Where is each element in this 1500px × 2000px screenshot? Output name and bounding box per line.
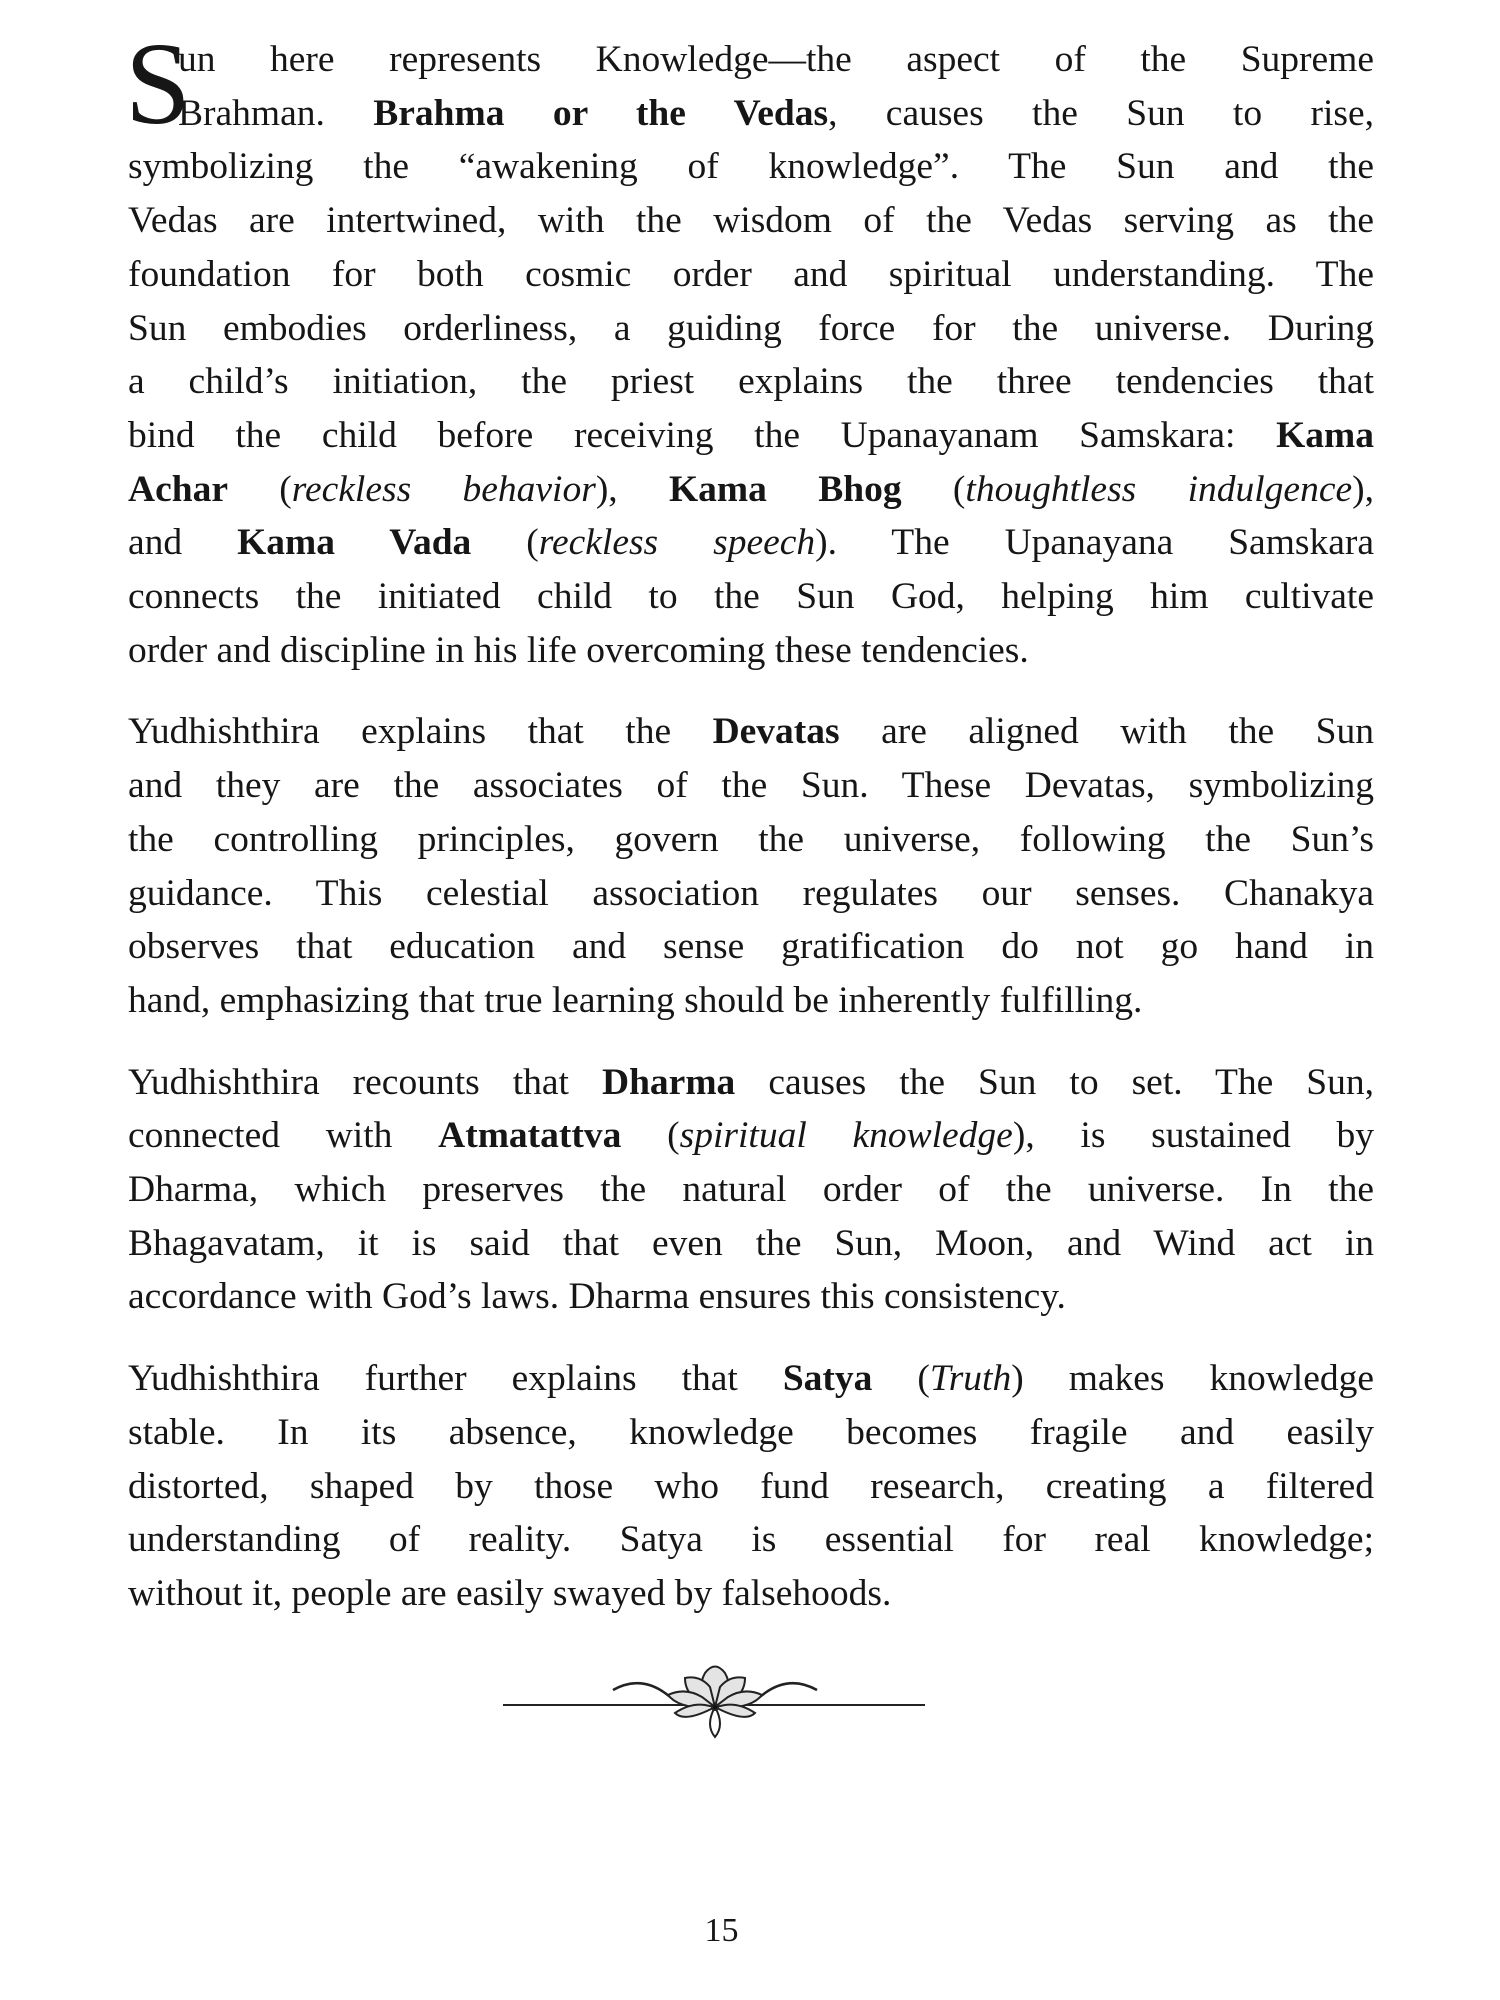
text-line bbox=[128, 194, 1374, 248]
text-line bbox=[128, 302, 1374, 356]
text-run: hand, emphasizing that true learning should be inherently fulfilling. bbox=[128, 979, 1143, 1021]
italic-gloss: reckless speech bbox=[538, 522, 816, 564]
text-run: ( bbox=[227, 468, 292, 510]
bold-term: Atmatattva bbox=[438, 1115, 622, 1157]
text-line bbox=[128, 1406, 1374, 1460]
text-run: ), is sustained by bbox=[1012, 1115, 1374, 1157]
text-run: ) makes knowledge bbox=[1011, 1358, 1375, 1400]
text-line bbox=[128, 1270, 1374, 1324]
text-line bbox=[128, 87, 1374, 141]
paragraph bbox=[128, 705, 1374, 1027]
text-run: Dharma, which preserves the natural order of the universe. In the bbox=[128, 1169, 1374, 1211]
text-run: order and discipline in his life overcoming these tendencies. bbox=[128, 629, 1029, 671]
text-run: stable. In its absence, knowledge becomes fragile and easily bbox=[128, 1411, 1374, 1453]
text-run: ), bbox=[1352, 468, 1374, 510]
text-run: , causes the Sun to rise, bbox=[828, 92, 1374, 134]
text-run: ( bbox=[872, 1358, 930, 1400]
lotus-divider-icon bbox=[490, 1655, 940, 1745]
text-line bbox=[128, 1352, 1374, 1406]
bold-term: Devatas bbox=[712, 711, 840, 753]
text-line bbox=[128, 1109, 1374, 1163]
bold-term: Dharma bbox=[601, 1061, 736, 1103]
text-run: Vedas are intertwined, with the wisdom of the Vedas serving as the bbox=[128, 200, 1374, 242]
text-run: distorted, shaped by those who fund research, creating a filtered bbox=[128, 1465, 1374, 1507]
text-line bbox=[128, 1056, 1374, 1110]
paragraph bbox=[128, 1352, 1374, 1621]
text-run: understanding of reality. Satya is essential for real knowledge; bbox=[128, 1519, 1374, 1561]
bold-term: Kama Vada bbox=[237, 522, 472, 564]
text-line bbox=[128, 355, 1374, 409]
text-line bbox=[128, 248, 1374, 302]
text-line bbox=[128, 1217, 1374, 1271]
text-line bbox=[128, 920, 1374, 974]
italic-gloss: thoughtless indulgence bbox=[965, 468, 1353, 510]
text-run: ), bbox=[595, 468, 669, 510]
text-run: connects the initiated child to the Sun God, helping him cultivate bbox=[128, 576, 1374, 618]
text-line bbox=[128, 974, 1374, 1028]
text-run: Yudhishthira explains that the bbox=[128, 711, 713, 753]
text-run: ( bbox=[471, 522, 539, 564]
paragraph bbox=[128, 1056, 1374, 1325]
bold-term: Kama Bhog bbox=[669, 468, 902, 510]
text-line bbox=[128, 463, 1374, 517]
text-run: guidance. This celestial association regulates our senses. Chanakya bbox=[128, 872, 1374, 914]
italic-gloss: Truth bbox=[929, 1358, 1012, 1400]
text-run: foundation for both cosmic order and spiritual understanding. The bbox=[128, 253, 1374, 295]
text-run: causes the Sun to set. The Sun, bbox=[735, 1061, 1375, 1103]
text-run: observes that education and sense gratification do not go hand in bbox=[128, 926, 1374, 968]
text-run: the controlling principles, govern the universe, following the Sun’s bbox=[128, 818, 1374, 860]
bold-term: Brahma or the Vedas bbox=[373, 92, 829, 134]
text-run: symbolizing the “awakening of knowledge”. The Sun and the bbox=[128, 146, 1374, 188]
text-run: Sun embodies orderliness, a guiding force for the universe. During bbox=[128, 307, 1374, 349]
text-run: and bbox=[128, 522, 238, 564]
bold-term: Kama bbox=[1276, 414, 1374, 456]
text-line bbox=[128, 759, 1374, 813]
text-run: un here represents Knowledge—the aspect of the Supreme bbox=[178, 39, 1374, 80]
text-run: Yudhishthira further explains that bbox=[128, 1358, 783, 1400]
bold-term: Achar bbox=[128, 468, 228, 510]
text-run: Brahman. bbox=[178, 92, 374, 134]
paragraph bbox=[125, 18, 1374, 677]
text-line bbox=[128, 1163, 1374, 1217]
text-line bbox=[128, 516, 1374, 570]
text-line bbox=[128, 705, 1374, 759]
italic-gloss: spiritual knowledge bbox=[679, 1115, 1013, 1157]
text-run: a child’s initiation, the priest explains the three tendencies that bbox=[128, 361, 1374, 403]
text-line bbox=[128, 570, 1374, 624]
drop-cap: S bbox=[125, 18, 191, 149]
text-line bbox=[128, 1460, 1374, 1514]
text-run: bind the child before receiving the Upanayanam Samskara: bbox=[128, 414, 1277, 456]
body-text bbox=[125, 18, 1375, 1649]
text-line bbox=[128, 1513, 1374, 1567]
text-run: ( bbox=[621, 1115, 680, 1157]
text-run: are aligned with the Sun bbox=[839, 711, 1375, 753]
text-line bbox=[128, 624, 1374, 678]
text-run: Yudhishthira recounts that bbox=[128, 1061, 602, 1103]
text-run: and they are the associates of the Sun. These Devatas, symbolizing bbox=[128, 765, 1374, 807]
text-run: ( bbox=[901, 468, 966, 510]
text-line bbox=[128, 1567, 1374, 1621]
text-line bbox=[128, 813, 1374, 867]
text-run: ). The Upanayana Samskara bbox=[815, 522, 1374, 564]
text-line bbox=[128, 867, 1374, 921]
text-line bbox=[128, 140, 1374, 194]
text-run: without it, people are easily swayed by falsehoods. bbox=[128, 1572, 892, 1614]
text-run: Bhagavatam, it is said that even the Sun, Moon, and Wind act in bbox=[128, 1222, 1374, 1264]
page-number: 15 bbox=[704, 1912, 739, 1949]
italic-gloss: reckless behavior bbox=[291, 468, 596, 510]
text-run: accordance with God’s laws. Dharma ensures this consistency. bbox=[128, 1276, 1066, 1318]
bold-term: Satya bbox=[782, 1358, 873, 1400]
text-line bbox=[128, 409, 1374, 463]
text-run: connected with bbox=[128, 1115, 439, 1157]
text-line bbox=[128, 33, 1374, 87]
